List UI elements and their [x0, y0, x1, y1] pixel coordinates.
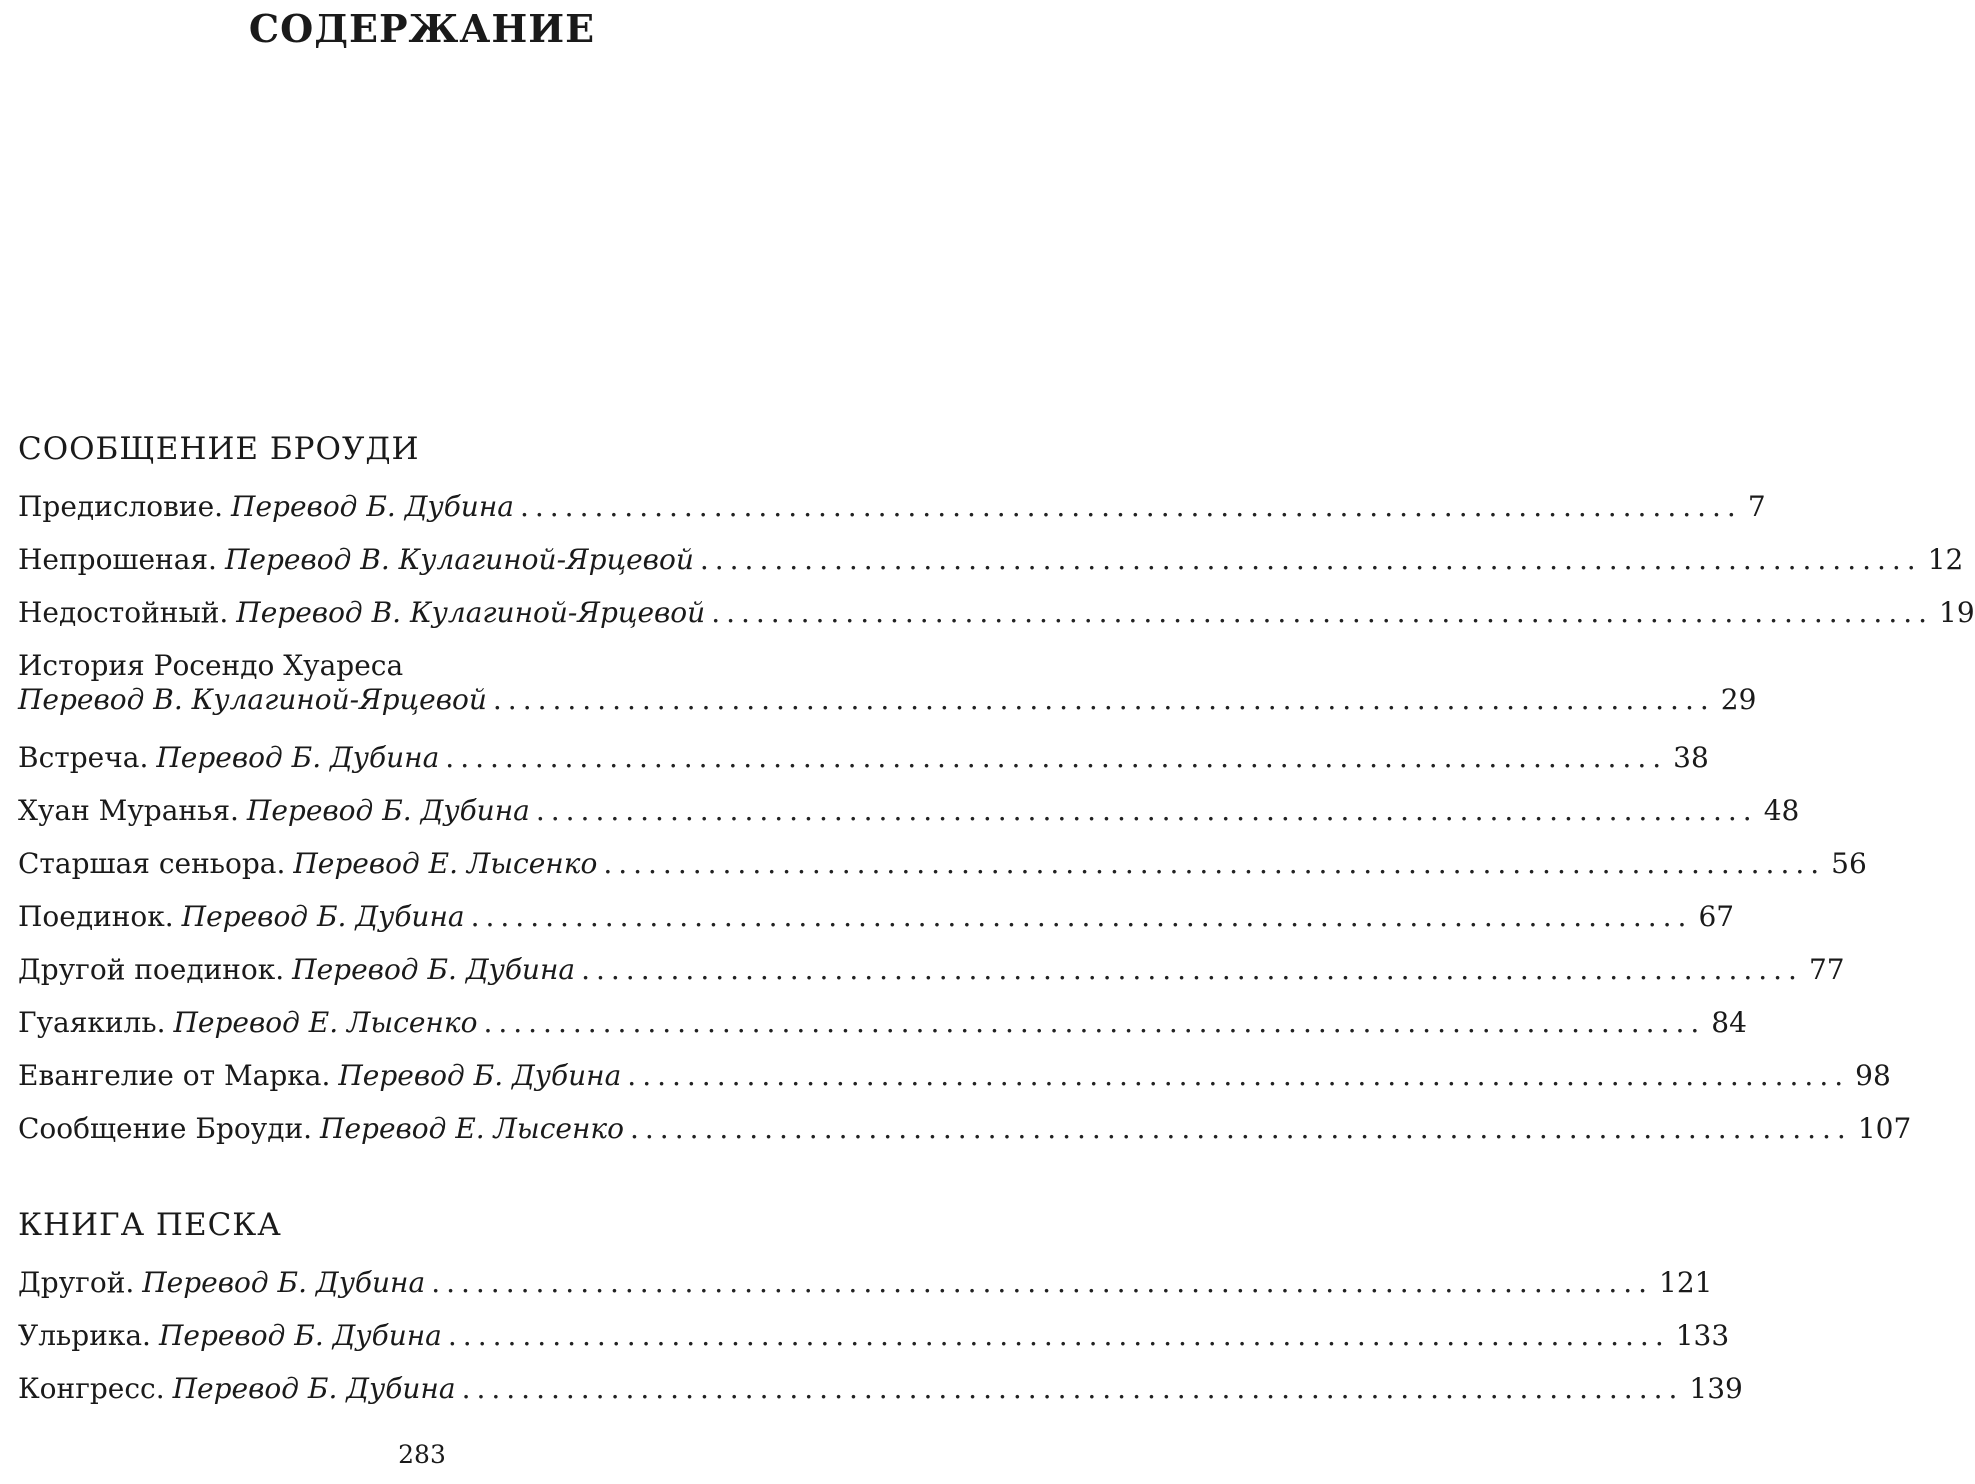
toc-entry[interactable]: [18, 1319, 1730, 1372]
entry-title: Евангелие от Марка.: [18, 1059, 331, 1092]
entry-page: 29: [1720, 683, 1757, 716]
entry-title: Ульрика.: [18, 1319, 151, 1352]
entry-translator: Перевод Б. Дубина: [142, 1266, 426, 1299]
page-number: 283: [398, 1440, 446, 1469]
entry-page: 77: [1808, 953, 1845, 986]
entry-page: 107: [1857, 1112, 1912, 1145]
entry-translator: Перевод Б. Дубина: [158, 1319, 442, 1352]
entry-page: 67: [1698, 900, 1735, 933]
entry-translator: Перевод Б. Дубина: [172, 1372, 456, 1405]
toc-entry[interactable]: [18, 543, 1964, 596]
entry-title: Сообщение Броуди.: [18, 1112, 313, 1145]
entry-page: 19: [1939, 596, 1975, 629]
entry-translator: Перевод В. Кулагиной-Ярцевой: [224, 543, 694, 576]
dot-leader: ..................................................................................: [519, 490, 1742, 523]
entry-page: 98: [1855, 1059, 1891, 1092]
entry-translator: Перевод Е. Лысенко: [293, 847, 598, 880]
toc-entry[interactable]: [18, 1372, 1743, 1425]
entry-translator: Перевод Б. Дубина: [181, 900, 465, 933]
toc-entry[interactable]: [18, 741, 1709, 794]
entry-title: История Росендо Хуареса: [18, 649, 404, 682]
entry-page: 133: [1675, 1319, 1730, 1352]
dot-leader: ..................................................................................: [470, 900, 1693, 933]
toc-section: [18, 431, 1975, 1165]
entry-title: Предисловие.: [18, 490, 224, 523]
section-heading: КНИГА ПЕСКА: [18, 1207, 282, 1243]
toc-entry[interactable]: [18, 847, 1867, 900]
page-title: СОДЕРЖАНИЕ: [248, 6, 596, 51]
entry-title: Гуаякиль.: [18, 1006, 166, 1039]
toc-entry[interactable]: [18, 1266, 1713, 1319]
toc-entry[interactable]: [18, 1006, 1747, 1059]
dot-leader: ..................................................................................: [627, 1059, 1850, 1092]
toc-entry[interactable]: [18, 596, 1975, 649]
entry-translator: Перевод Е. Лысенко: [173, 1006, 478, 1039]
entry-page: 56: [1831, 847, 1867, 880]
dot-leader: ..................................................................................: [711, 596, 1934, 629]
entry-title: Хуан Муранья.: [18, 794, 239, 827]
dot-leader: ..................................................................................: [447, 1319, 1670, 1352]
entry-translator: Перевод Е. Лысенко: [320, 1112, 624, 1145]
dot-leader: ..................................................................................: [603, 847, 1826, 880]
section-heading: СООБЩЕНИЕ БРОУДИ: [18, 431, 420, 467]
entry-translator: Перевод Б. Дубина: [156, 741, 440, 774]
dot-leader: ..................................................................................: [630, 1112, 1852, 1145]
dot-leader: ..................................................................................: [535, 794, 1758, 827]
toc-entry[interactable]: [18, 794, 1800, 847]
dot-leader: ..................................................................................: [492, 683, 1715, 716]
entry-page: 84: [1711, 1006, 1747, 1039]
entry-title: Старшая сеньора.: [18, 847, 286, 880]
entry-title: Недостойный.: [18, 596, 229, 629]
toc-entry[interactable]: [18, 1112, 1912, 1165]
dot-leader: ..................................................................................: [699, 543, 1922, 576]
entry-title: Непрошеная.: [18, 543, 217, 576]
entry-title: Встреча.: [18, 741, 149, 774]
entry-second-line: [18, 683, 1757, 717]
dot-leader: ..................................................................................: [431, 1266, 1654, 1299]
entry-page: 12: [1927, 543, 1964, 576]
toc-section: [18, 1207, 1743, 1425]
toc-entry[interactable]: [18, 649, 1757, 741]
entry-translator: Перевод Б. Дубина: [292, 953, 576, 986]
dot-leader: ..................................................................................: [483, 1006, 1706, 1039]
entry-translator: Перевод Б. Дубина: [338, 1059, 622, 1092]
entry-title: Другой.: [18, 1266, 135, 1299]
entry-title: Конгресс.: [18, 1372, 165, 1405]
entry-page: 139: [1689, 1372, 1743, 1405]
dot-leader: ..................................................................................: [581, 953, 1803, 986]
entry-translator: Перевод В. Кулагиной-Ярцевой: [236, 596, 706, 629]
entry-translator: Перевод Б. Дубина: [246, 794, 530, 827]
dot-leader: ..................................................................................: [461, 1372, 1684, 1405]
entry-page: 38: [1673, 741, 1709, 774]
entry-translator: Перевод В. Кулагиной-Ярцевой: [18, 683, 487, 716]
entry-title: Другой поединок.: [18, 953, 285, 986]
toc-entry[interactable]: [18, 1059, 1891, 1112]
entry-page: 48: [1763, 794, 1800, 827]
dot-leader: ..................................................................................: [445, 741, 1668, 774]
toc-entry[interactable]: [18, 490, 1766, 543]
entry-title: Поединок.: [18, 900, 174, 933]
entry-translator: Перевод Б. Дубина: [231, 490, 514, 523]
entry-page: 121: [1659, 1266, 1713, 1299]
toc-entry[interactable]: [18, 953, 1845, 1006]
entry-page: 7: [1747, 490, 1766, 523]
toc-entry[interactable]: [18, 900, 1735, 953]
